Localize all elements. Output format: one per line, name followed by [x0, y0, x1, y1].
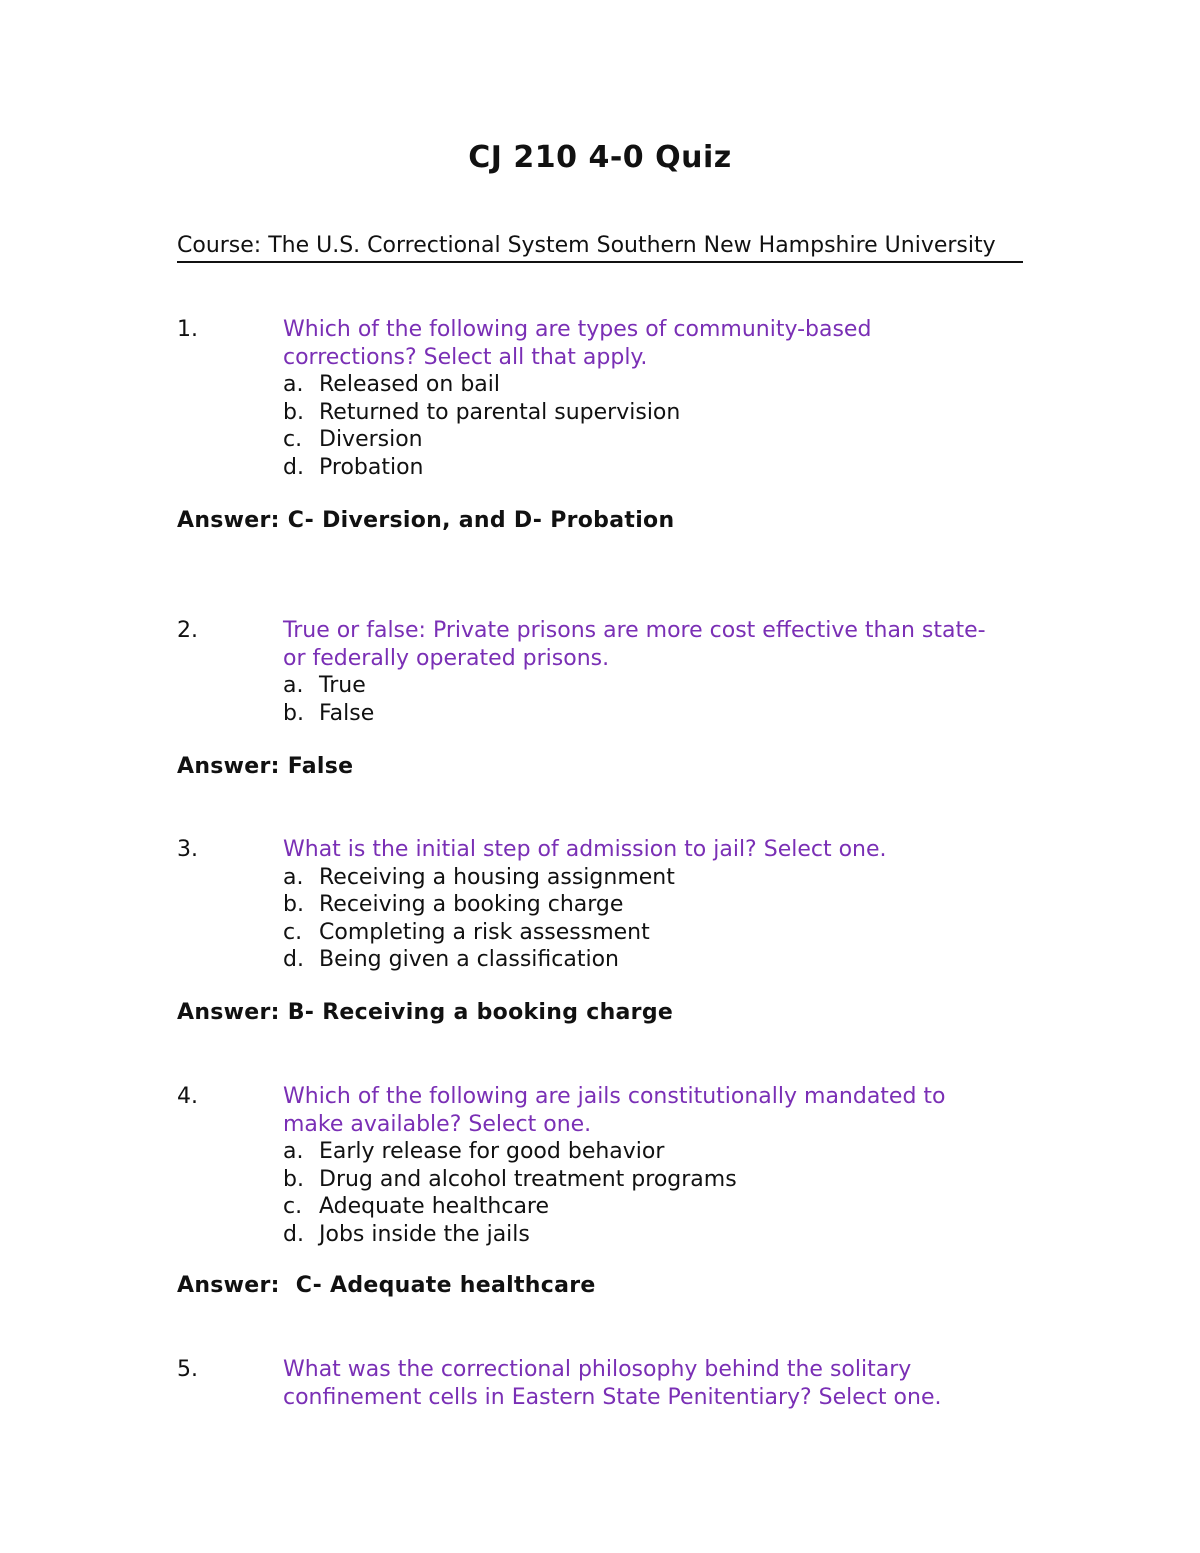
question-number: 5. — [177, 1357, 198, 1382]
option-item — [283, 891, 1023, 919]
option-letter: d. — [283, 454, 304, 480]
option-text: Diversion — [319, 427, 423, 452]
option-item — [283, 371, 1023, 399]
option-item — [283, 700, 1023, 728]
option-list — [283, 672, 1023, 727]
option-letter: b. — [283, 1166, 304, 1192]
option-text: Jobs inside the jails — [319, 1221, 530, 1247]
option-letter: a. — [283, 1139, 304, 1164]
answer-4: Answer: C- Adequate healthcare — [177, 1273, 596, 1298]
page-title: CJ 210 4-0 Quiz — [468, 140, 732, 175]
option-text: Being given a classification — [319, 947, 619, 972]
option-item — [283, 864, 1023, 892]
option-letter: b. — [283, 700, 304, 726]
question-5 — [177, 1356, 1023, 1411]
option-letter: d. — [283, 1221, 304, 1247]
option-text: Early release for good behavior — [319, 1139, 665, 1164]
option-text: Probation — [319, 454, 424, 480]
question-text: What is the initial step of admission to jail? Select one. — [283, 837, 887, 862]
option-item — [283, 1193, 1023, 1221]
question-text: Which of the following are jails constitutionally mandated to make available? Select one. — [283, 1084, 946, 1137]
option-item — [283, 399, 1023, 427]
option-text: Adequate healthcare — [319, 1194, 550, 1219]
option-letter: b. — [283, 892, 304, 917]
option-letter: a. — [283, 864, 304, 890]
option-item — [283, 1166, 1023, 1194]
option-letter: d. — [283, 947, 304, 972]
question-1 — [177, 316, 1023, 481]
option-text: Drug and alcohol treatment programs — [319, 1166, 737, 1192]
option-text: Returned to parental supervision — [319, 399, 681, 425]
option-text: Receiving a booking charge — [319, 892, 624, 917]
option-text: Receiving a housing assignment — [319, 864, 675, 890]
question-number: 3. — [177, 837, 198, 862]
option-item — [283, 946, 1023, 974]
question-text: What was the correctional philosophy behind the solitary confinement cells in Eastern State Penitentiary? Select one. — [283, 1357, 942, 1410]
option-text: Completing a risk assessment — [319, 919, 650, 945]
question-text: Which of the following are types of community-based corrections? Select all that apply. — [283, 317, 872, 370]
question-4 — [177, 1083, 1023, 1248]
option-list — [283, 371, 1023, 481]
option-item — [283, 1221, 1023, 1249]
question-number: 2. — [177, 618, 198, 643]
option-item — [283, 426, 1023, 454]
option-letter: c. — [283, 919, 303, 945]
option-text: True — [319, 673, 366, 698]
option-letter: b. — [283, 399, 304, 425]
course-line: Course: The U.S. Correctional System Southern New Hampshire University — [177, 232, 1023, 263]
option-list — [283, 864, 1023, 974]
option-item — [283, 672, 1023, 700]
option-item — [283, 1138, 1023, 1166]
question-number: 4. — [177, 1084, 198, 1109]
option-letter: a. — [283, 372, 304, 397]
question-2 — [177, 617, 1023, 727]
option-text: False — [319, 700, 375, 726]
option-item — [283, 919, 1023, 947]
question-3 — [177, 836, 1023, 974]
option-letter: c. — [283, 1194, 303, 1219]
question-text: True or false: Private prisons are more cost effective than state- or federally operated prisons. — [283, 618, 986, 671]
answer-2: Answer: False — [177, 754, 354, 779]
option-item — [283, 454, 1023, 482]
option-text: Released on bail — [319, 372, 500, 397]
answer-3: Answer: B- Receiving a booking charge — [177, 1000, 674, 1025]
option-letter: c. — [283, 427, 303, 452]
option-letter: a. — [283, 673, 304, 698]
answer-1: Answer: C- Diversion, and D- Probation — [177, 508, 675, 533]
option-list — [283, 1138, 1023, 1248]
question-number: 1. — [177, 317, 198, 342]
